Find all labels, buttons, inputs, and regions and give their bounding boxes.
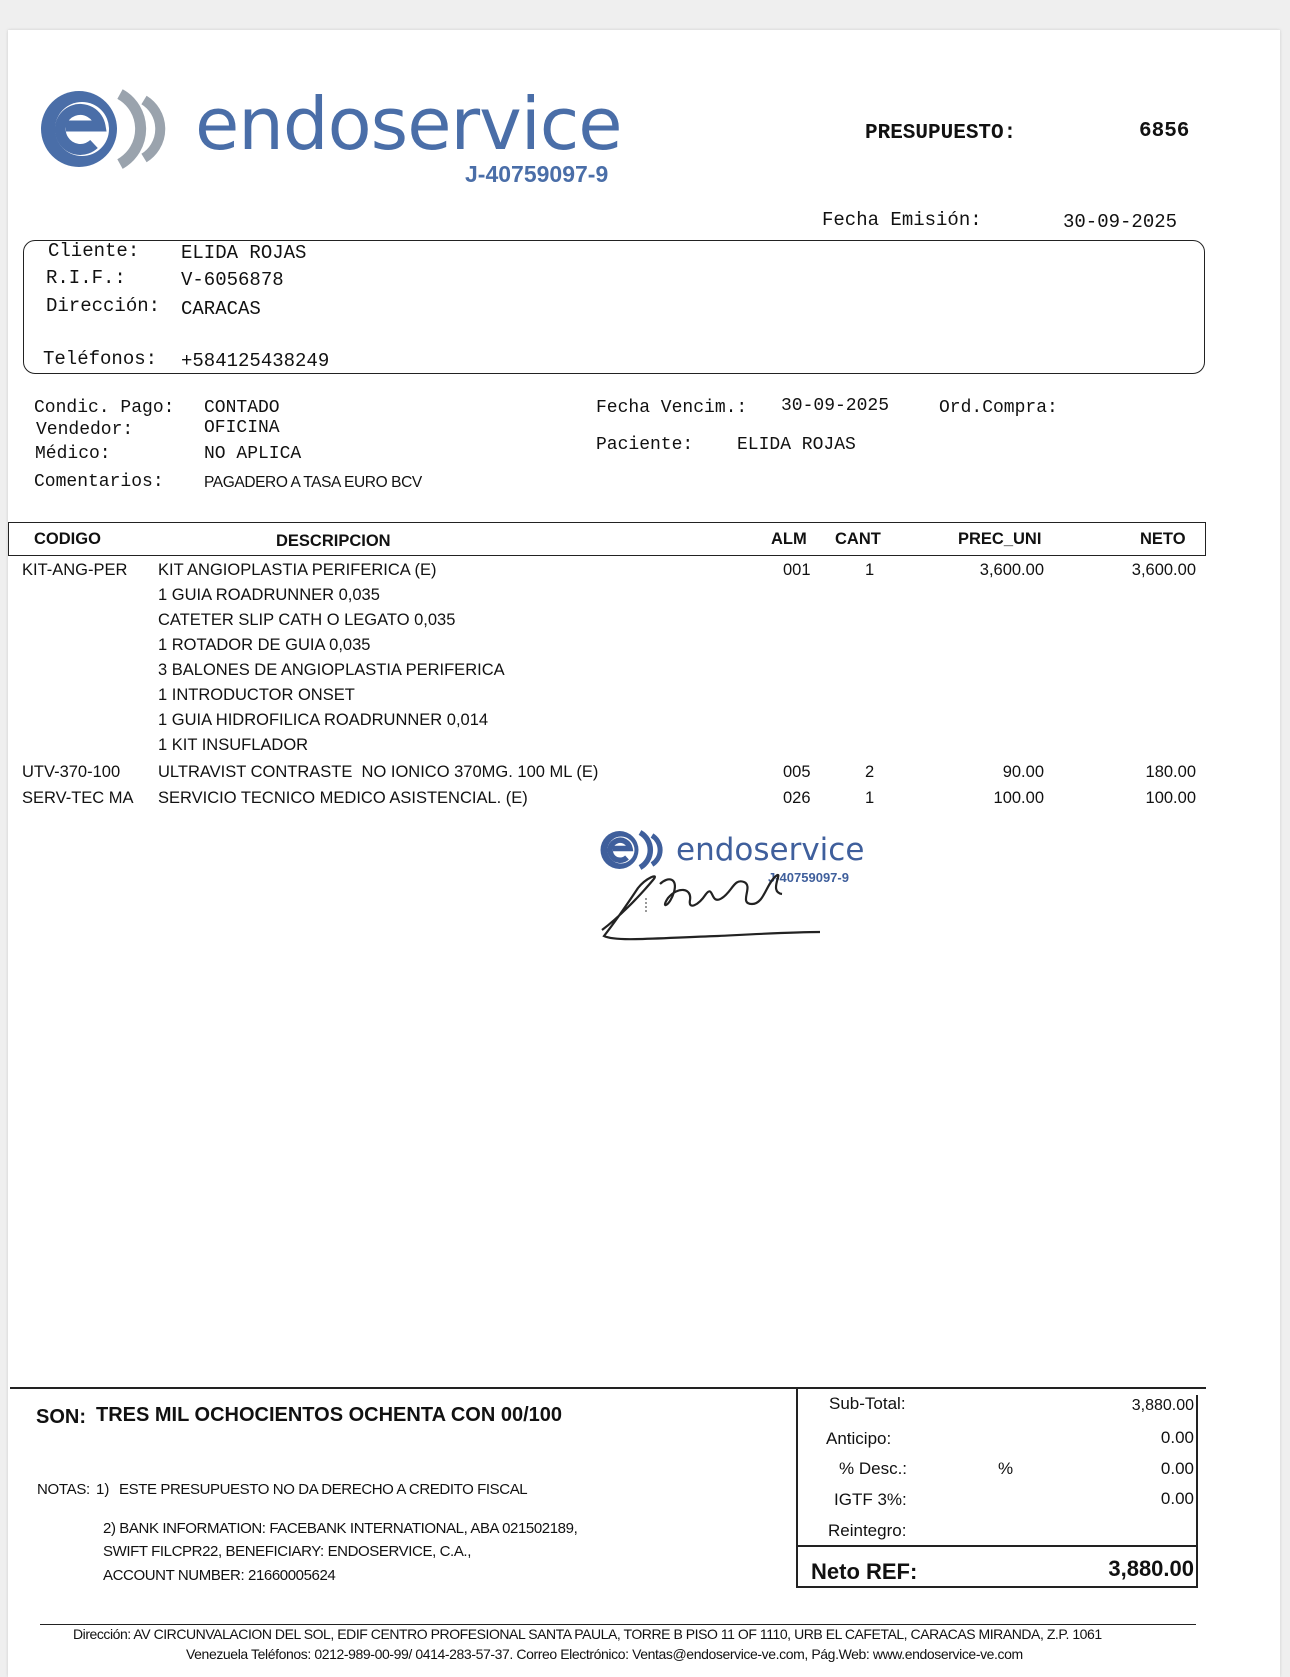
totals-left-border (796, 1387, 798, 1587)
row-detail-line: CATETER SLIP CATH O LEGATO 0,035 (158, 611, 456, 629)
advance-value: 0.00 (1160, 1428, 1194, 1447)
refund-label: Reintegro: (828, 1521, 907, 1540)
subtotal-label: Sub-Total: (829, 1394, 906, 1413)
po-label: Ord.Compra: (939, 398, 1058, 418)
signature-icon (598, 858, 828, 943)
row-alm: 026 (783, 789, 811, 807)
row-detail-line: 1 GUIA HIDROFILICA ROADRUNNER 0,014 (158, 711, 489, 729)
client-phones: +584125438249 (181, 350, 330, 372)
stamp-name: endoservice (676, 832, 865, 868)
note-2-line-3: ACCOUNT NUMBER: 21660005624 (103, 1567, 336, 1584)
payment-label: Condic. Pago: (34, 398, 175, 418)
doc-number: 6856 (1139, 120, 1190, 143)
discount-value: 0.00 (1160, 1459, 1194, 1478)
note-2-line-1: 2) BANK INFORMATION: FACEBANK INTERNATIONAL, ABA 021502189, (103, 1520, 578, 1537)
patient-value: ELIDA ROJAS (737, 435, 856, 455)
net-ref-label: Neto REF: (811, 1559, 918, 1584)
advance-label: Anticipo: (826, 1429, 892, 1448)
row-cant: 1 (865, 561, 875, 579)
emission-date: 30-09-2025 (1063, 211, 1178, 233)
note-1: ESTE PRESUPUESTO NO DA DERECHO A CREDITO FISCAL (119, 1481, 528, 1498)
company-logo-icon (36, 86, 176, 172)
net-top-border (796, 1545, 1198, 1547)
row-detail-line: 1 KIT INSUFLADOR (158, 736, 309, 754)
net-ref-value: 3,880.00 (1108, 1556, 1194, 1581)
col-header-code: CODIGO (34, 530, 101, 548)
patient-label: Paciente: (596, 435, 694, 455)
row-price: 90.00 (1002, 763, 1044, 781)
subtotal-value: 3,880.00 (1131, 1397, 1194, 1414)
comments-label: Comentarios: (34, 472, 164, 492)
doc-label: PRESUPUESTO: (865, 122, 1017, 145)
amount-words-label: SON: (36, 1406, 86, 1428)
payment-value: CONTADO (204, 398, 280, 418)
row-alm: 001 (783, 561, 811, 579)
row-desc: SERVICIO TECNICO MEDICO ASISTENCIAL. (E) (158, 789, 528, 807)
net-bottom-border (796, 1586, 1198, 1588)
row-net: 180.00 (1145, 763, 1196, 781)
footer-contact: Venezuela Teléfonos: 0212-989-00-99/ 0414-283-57-37. Correo Electrónico: Ventas@endoservice-ve.com, Pág.Web: www.endoservice-ve.com (186, 1646, 1023, 1662)
row-code: SERV-TEC MA (22, 789, 134, 807)
client-rif-label: R.I.F.: (46, 267, 126, 289)
col-header-alm: ALM (771, 530, 807, 548)
row-code: KIT-ANG-PER (22, 561, 128, 579)
col-header-net: NETO (1140, 530, 1186, 548)
client-name-label: Cliente: (48, 240, 140, 262)
col-header-price: PREC_UNI (958, 530, 1042, 548)
row-detail-line: 1 INTRODUCTOR ONSET (158, 686, 355, 704)
row-net: 3,600.00 (1131, 561, 1196, 579)
company-stamp (598, 828, 870, 943)
row-detail-line: 3 BALONES DE ANGIOPLASTIA PERIFERICA (158, 661, 505, 679)
emission-label: Fecha Emisión: (822, 209, 982, 231)
totals-divider (10, 1387, 1206, 1389)
doctor-value: NO APLICA (204, 444, 302, 464)
stamp-rif: J-40759097-9 (768, 870, 849, 885)
row-price: 3,600.00 (979, 561, 1044, 579)
row-detail-line: 1 GUIA ROADRUNNER 0,035 (158, 586, 380, 604)
totals-right-border (1196, 1395, 1198, 1587)
due-label: Fecha Vencim.: (596, 398, 748, 418)
row-cant: 2 (865, 763, 875, 781)
doctor-label: Médico: (35, 444, 111, 464)
amount-words: TRES MIL OCHOCIENTOS OCHENTA CON 00/100 (96, 1404, 563, 1426)
company-name: endoservice (195, 82, 622, 166)
row-desc: KIT ANGIOPLASTIA PERIFERICA (E) (158, 561, 437, 579)
row-desc: ULTRAVIST CONTRASTE NO IONICO 370MG. 100 ML (E) (158, 763, 599, 781)
row-alm: 005 (783, 763, 811, 781)
comments-value: PAGADERO A TASA EURO BCV (204, 474, 422, 491)
note-2-line-2: SWIFT FILCPR22, BENEFICIARY: ENDOSERVICE, C.A., (103, 1543, 471, 1560)
client-rif: V-6056878 (181, 269, 284, 291)
seller-label: Vendedor: (36, 420, 134, 440)
due-date: 30-09-2025 (781, 396, 890, 416)
row-price: 100.00 (993, 789, 1044, 807)
footer-address: Dirección: AV CIRCUNVALACION DEL SOL, EDIF CENTRO PROFESIONAL SANTA PAULA, TORRE B PISO 11 OF 1110, URB EL CAFETAL, CARACAS MIRANDA, Z.P. 1061 (73, 1626, 1102, 1642)
notes-label: NOTAS: (37, 1481, 90, 1498)
igtf-value: 0.00 (1160, 1489, 1194, 1508)
client-address: CARACAS (181, 298, 261, 320)
row-detail-line: 1 ROTADOR DE GUIA 0,035 (158, 636, 371, 654)
seller-value: OFICINA (204, 418, 280, 438)
row-net: 100.00 (1145, 789, 1196, 807)
col-header-cant: CANT (835, 530, 881, 548)
row-code: UTV-370-100 (22, 763, 121, 781)
discount-label: % Desc.: (839, 1459, 908, 1478)
discount-percent-symbol: % (998, 1459, 1014, 1478)
igtf-label: IGTF 3%: (834, 1490, 907, 1509)
company-rif: J-40759097-9 (465, 161, 609, 187)
col-header-desc: DESCRIPCION (276, 532, 391, 550)
footer-divider (40, 1624, 1196, 1625)
client-phones-label: Teléfonos: (43, 348, 158, 370)
note-1-number: 1) (96, 1481, 110, 1498)
client-name: ELIDA ROJAS (181, 242, 307, 264)
client-address-label: Dirección: (46, 295, 161, 317)
row-cant: 1 (865, 789, 875, 807)
